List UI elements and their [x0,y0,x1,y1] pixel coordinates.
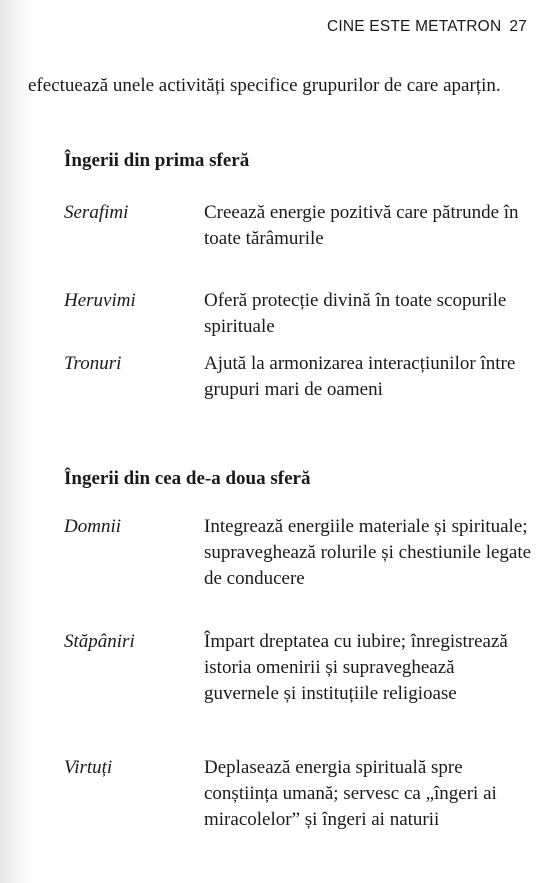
entry-term: Stăpâniri [64,631,135,652]
page-number: 27 [509,18,527,35]
intro-paragraph: efectuează unele activități specifice grupurilor de care aparțin. [28,75,501,96]
entry-description: Ajută la armonizarea interacțiunilor între grupuri mari de oameni [204,353,516,400]
entry-term: Domnii [64,516,121,537]
entry-description: Integrează energiile materiale și spirituale; supraveghează rolurile și chestiunile legate de conducere [204,516,532,589]
entry-description: Deplasează energia spirituală spre conștiința umană; servesc ca „îngeri ai miracolelor” și îngeri ai naturii [204,757,497,830]
entry-term: Virtuți [64,757,113,778]
section-title-first-sphere: Îngerii din prima sferă [64,150,250,171]
entry-description: Oferă protecție divină în toate scopurile spirituale [204,290,507,337]
entry-description: Creează energie pozitivă care pătrunde în toate tărâmurile [204,202,519,249]
running-title: CINE ESTE METATRON [326,18,502,35]
running-head [327,18,527,36]
entry-term: Serafimi [64,202,129,223]
entry-description: Împart dreptatea cu iubire; înregistrează istoria omenirii și supraveghează guvernele și instituțiile religioase [204,631,508,704]
entry-term: Heruvimi [64,290,136,311]
entry-term: Tronuri [64,353,122,374]
section-title-second-sphere: Îngerii din cea de-a doua sferă [64,468,311,489]
